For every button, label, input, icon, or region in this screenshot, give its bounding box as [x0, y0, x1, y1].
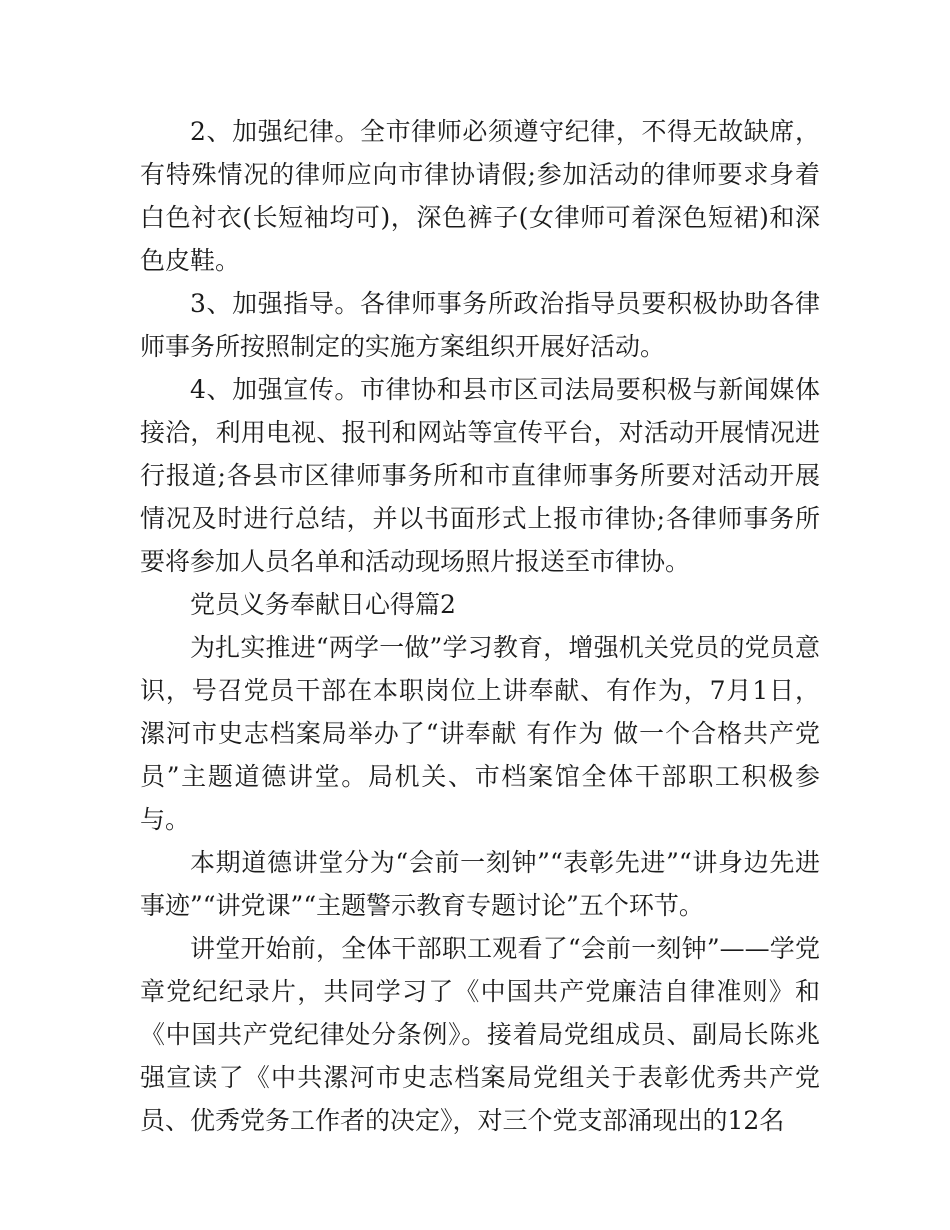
- paragraph-proceedings: 讲堂开始前，全体干部职工观看了“会前一刻钟”——学党章党纪纪录片，共同学习了《中国共产党廉洁自律准则》和《中国共产党纪律处分条例》。接着局党组成员、副局长陈兆强宣读了《中共漯河市史志档案局党组关于表彰优秀共产党员、优秀党务工作者的决定》，对三个党支部涌现出的12名: [140, 934, 820, 1135]
- document-page: [140, 110, 820, 1142]
- section-heading: 党员义务奉献日心得篇2: [190, 590, 456, 619]
- paragraph-segments: 本期道德讲堂分为“会前一刻钟”“表彰先进”“讲身边先进事迹”“讲党课”“主题警示教育专题讨论”五个环节。: [140, 848, 820, 920]
- paragraph-intro: 为扎实推进“两学一做”学习教育，增强机关党员的党员意识，号召党员干部在本职岗位上讲奉献、有作为，7月1日，漯河市史志档案局举办了“讲奉献 有作为 做一个合格共产党员”主题道德讲堂。局机关、市档案馆全体干部职工积极参与。: [140, 633, 820, 834]
- paragraph-publicity: 4、加强宣传。市律协和县市区司法局要积极与新闻媒体接洽，利用电视、报刊和网站等宣传平台，对活动开展情况进行报道;各县市区律师事务所和市直律师事务所要对活动开展情况及时进行总结，并以书面形式上报市律协;各律师事务所要将参加人员名单和活动现场照片报送至市律协。: [140, 375, 820, 576]
- paragraph-guidance: 3、加强指导。各律师事务所政治指导员要积极协助各律师事务所按照制定的实施方案组织开展好活动。: [140, 289, 820, 361]
- paragraph-discipline: 2、加强纪律。全市律师必须遵守纪律，不得无故缺席，有特殊情况的律师应向市律协请假;参加活动的律师要求身着白色衬衣(长短袖均可)，深色裤子(女律师可着深色短裙)和深色皮鞋。: [140, 117, 820, 275]
